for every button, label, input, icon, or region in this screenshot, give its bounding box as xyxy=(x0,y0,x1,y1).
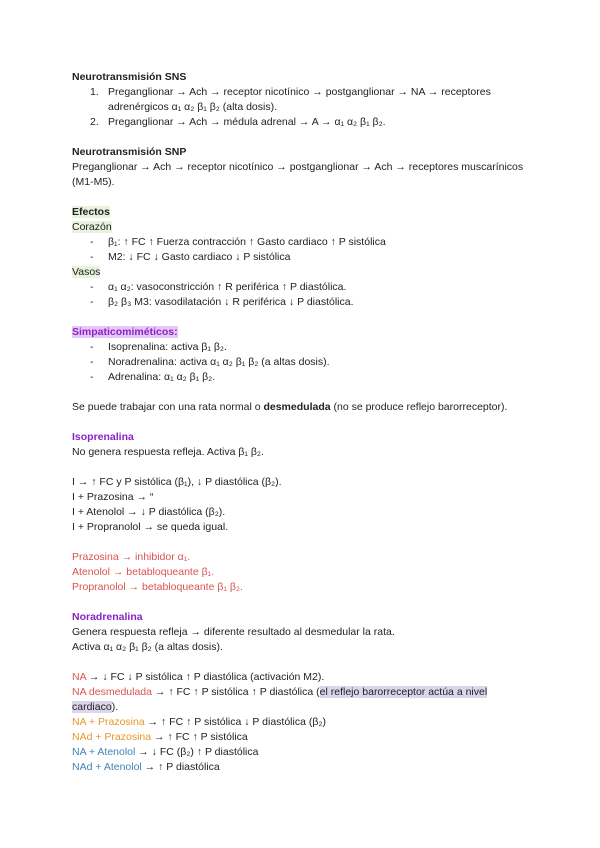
na-effect: → ↑ P diastólica xyxy=(141,761,220,773)
list-text: α₁ α₂: vasoconstricción ↑ R periférica ↑ P diastólica. xyxy=(108,281,347,293)
drug-prazosina: Prazosina → inhibidor α₁. xyxy=(72,551,191,563)
na-effect: → ↓ FC (β₂) ↑ P diastólica xyxy=(135,746,259,758)
simp-item-3: - Adrenalina: α₁ α₂ β₁ β₂. xyxy=(72,370,532,385)
list-text: Isoprenalina: activa β₁ β₂. xyxy=(108,341,227,353)
list-text: Noradrenalina: activa α₁ α₂ β₁ β₂ (a altas dosis). xyxy=(108,356,330,368)
sns-item-1 xyxy=(72,85,532,115)
vasos-label: Vasos xyxy=(72,266,101,278)
sns-heading: Neurotransmisión SNS xyxy=(72,71,187,83)
list-text: M2: ↓ FC ↓ Gasto cardiaco ↓ P sistólica xyxy=(108,251,291,263)
na-drug: NA + Atenolol xyxy=(72,746,136,758)
rata-bold: desmedulada xyxy=(263,401,331,413)
na-drug: NA + Prazosina xyxy=(72,716,145,728)
na-line-1 xyxy=(72,670,532,685)
corazon-item-2: - M2: ↓ FC ↓ Gasto cardiaco ↓ P sistólica xyxy=(72,250,532,265)
iso-line-4: I + Propranolol → se queda igual. xyxy=(72,521,229,533)
na-drug: NA xyxy=(72,671,87,683)
iso-line-3: I + Atenolol → ↓ P diastólica (β₂). xyxy=(72,506,226,518)
na-effect: → ↓ FC ↓ P sistólica ↑ P diastólica (activación M2). xyxy=(86,671,325,683)
corazon-item-1: - β₁: ↑ FC ↑ Fuerza contracción ↑ Gasto cardiaco ↑ P sistólica xyxy=(72,235,532,250)
corazon-label: Corazón xyxy=(72,221,112,233)
rata-text: Se puede trabajar con una rata normal o xyxy=(72,401,264,413)
list-text: Preganglionar → Ach → receptor nicotínico → postganglionar → NA → receptores adrenérgicos α₁ α₂ β₁ β₂ (alta dosis). xyxy=(108,86,491,113)
isoprenalina-heading: Isoprenalina xyxy=(72,431,134,443)
list-text: β₂ β₃ M3: vasodilatación ↓ R periférica ↓ P diastólica. xyxy=(108,296,354,308)
isoprenalina-intro: No genera respuesta refleja. Activa β₁ β₂. xyxy=(72,446,264,458)
list-text: β₁: ↑ FC ↑ Fuerza contracción ↑ Gasto cardiaco ↑ P sistólica xyxy=(108,236,386,248)
na-line-6 xyxy=(72,760,532,775)
simp-item-1: - Isoprenalina: activa β₁ β₂. xyxy=(72,340,532,355)
na-line-4 xyxy=(72,730,532,745)
list-text: Preganglionar → Ach → médula adrenal → A → α₁ α₂ β₁ β₂. xyxy=(108,116,386,128)
snp-heading: Neurotransmisión SNP xyxy=(72,146,187,158)
na-drug: NA desmedulada xyxy=(72,686,152,698)
drug-atenolol: Atenolol → betabloqueante β₁. xyxy=(72,566,215,578)
na-drug: NAd + Prazosina xyxy=(72,731,152,743)
vasos-item-2: - β₂ β₃ M3: vasodilatación ↓ R periférica ↓ P diastólica. xyxy=(72,295,532,310)
na-effect: → ↑ FC ↑ P sistólica ↑ P diastólica ( xyxy=(151,686,320,698)
iso-line-2: I + Prazosina → “ xyxy=(72,491,154,503)
na-line-3 xyxy=(72,715,532,730)
list-number: 1. xyxy=(90,86,99,98)
na-line-2 xyxy=(72,685,532,715)
na-intro-1: Genera respuesta refleja → diferente resultado al desmedular la rata. xyxy=(72,626,395,638)
document-content xyxy=(72,70,532,775)
simp-item-2: - Noradrenalina: activa α₁ α₂ β₁ β₂ (a altas dosis). xyxy=(72,355,532,370)
rata-paragraph xyxy=(72,400,532,415)
list-number: 2. xyxy=(90,116,99,128)
noradrenalina-heading: Noradrenalina xyxy=(72,611,143,623)
simpaticomimeticos-heading: Simpaticomiméticos: xyxy=(72,326,178,338)
efectos-heading: Efectos xyxy=(72,206,110,218)
na-line-5 xyxy=(72,745,532,760)
na-effect: → ↑ FC ↑ P sistólica ↓ P diastólica (β₂) xyxy=(144,716,326,728)
snp-text: Preganglionar → Ach → receptor nicotínico → postganglionar → Ach → receptores muscarínicos (M1-M5). xyxy=(72,161,524,188)
iso-line-1: I → ↑ FC y P sistólica (β₁), ↓ P diastólica (β₂). xyxy=(72,476,282,488)
na-effect-end: ). xyxy=(111,701,119,713)
sns-item-2 xyxy=(72,115,532,130)
list-text: Adrenalina: α₁ α₂ β₁ β₂. xyxy=(108,371,216,383)
na-effect: → ↑ FC ↑ P sistólica xyxy=(151,731,248,743)
na-intro-2: Activa α₁ α₂ β₁ β₂ (a altas dosis). xyxy=(72,641,223,653)
drug-propranolol: Propranolol → betabloqueante β₁ β₂. xyxy=(72,581,243,593)
na-highlight: el reflejo barorreceptor actúa a nivel cardiaco xyxy=(72,686,488,713)
rata-text-end: (no se produce reflejo barorreceptor). xyxy=(330,401,508,413)
vasos-item-1: - α₁ α₂: vasoconstricción ↑ R periférica ↑ P diastólica. xyxy=(72,280,532,295)
na-drug: NAd + Atenolol xyxy=(72,761,142,773)
